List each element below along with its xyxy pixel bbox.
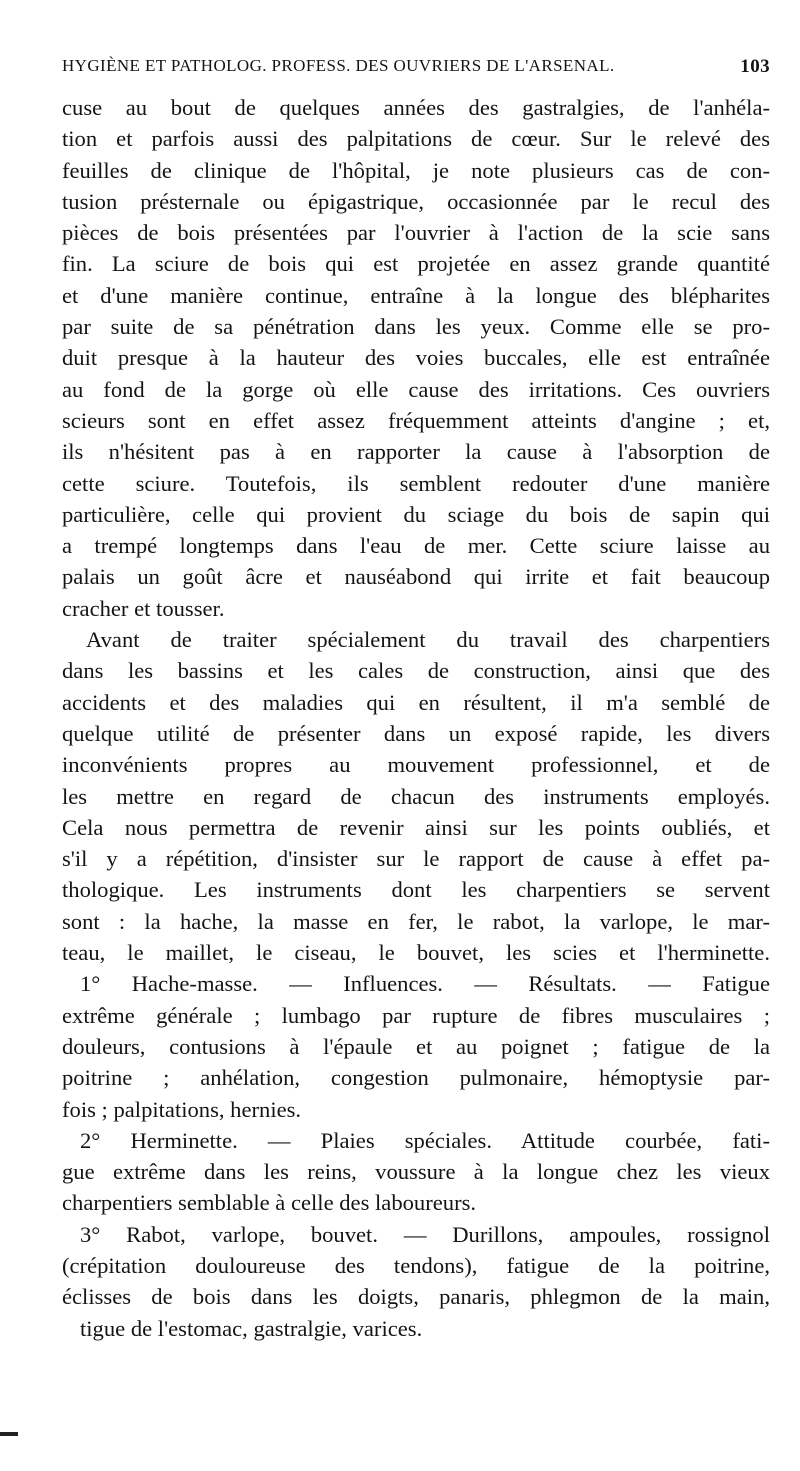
text-line: accidents et des maladies qui en résultent, il m'a semblé de: [62, 689, 770, 715]
text-line: par suite de sa pénétration dans les yeux. Comme elle se pro-: [62, 314, 770, 340]
text-line: tion et parfois aussi des palpitations de cœur. Sur le relevé des: [62, 126, 770, 152]
text-line: scieurs sont en effet assez fréquemment atteints d'angine ; et,: [62, 407, 770, 433]
text-line: 2° Herminette. — Plaies spéciales. Attitude courbée, fati-: [80, 1127, 770, 1153]
text-line: éclisses de bois dans les doigts, panaris, phlegmon de la main,: [62, 1284, 770, 1310]
text-line: a trempé longtemps dans l'eau de mer. Cette sciure laisse au: [62, 533, 770, 559]
text-line: dans les bassins et les cales de construction, ainsi que des: [62, 658, 770, 684]
text-line: 1° Hache-masse. — Influences. — Résultats. — Fatigue: [80, 971, 770, 997]
text-line: cracher et tousser.: [62, 595, 225, 621]
page-number: 103: [740, 56, 770, 77]
text-line: les mettre en regard de chacun des instruments employés.: [62, 783, 770, 809]
text-line: cuse au bout de quelques années des gastralgies, de l'anhéla-: [62, 95, 770, 120]
running-title: HYGIÈNE ET PATHOLOG. PROFESS. DES OUVRIERS DE L'ARSENAL.: [62, 56, 615, 75]
text-line: fois ; palpitations, hernies.: [62, 1096, 302, 1122]
text-line: et d'une manière continue, entraîne à la longue des blépharites: [62, 282, 770, 308]
text-line: extrême générale ; lumbago par rupture de fibres musculaires ;: [62, 1002, 770, 1028]
text-line: au fond de la gorge où elle cause des irritations. Ces ouvriers: [62, 376, 770, 402]
text-line: douleurs, contusions à l'épaule et au poignet ; fatigue de la: [62, 1033, 770, 1059]
text-line: tigue de l'estomac, gastralgie, varices.: [80, 1315, 423, 1341]
text-line: Cela nous permettra de revenir ainsi sur les points oubliés, et: [62, 814, 770, 840]
text-line: 3° Rabot, varlope, bouvet. — Durillons, ampoules, rossignol: [80, 1221, 770, 1247]
text-line: palais un goût âcre et nauséabond qui irrite et fait beaucoup: [62, 564, 770, 590]
text-line: ils n'hésitent pas à en rapporter la cause à l'absorption de: [62, 439, 770, 465]
margin-mark: [0, 1432, 18, 1436]
text-line: Avant de traiter spécialement du travail des charpentiers: [86, 627, 770, 653]
text-line: poitrine ; anhélation, congestion pulmonaire, hémoptysie par-: [62, 1065, 770, 1091]
text-line: thologique. Les instruments dont les charpentiers se servent: [62, 877, 770, 903]
text-line: inconvénients propres au mouvement professionnel, et de: [62, 752, 770, 778]
text-line: tusion présternale ou épigastrique, occasionnée par le recul des: [62, 188, 770, 214]
text-line: particulière, celle qui provient du sciage du bois de sapin qui: [62, 501, 770, 527]
text-line: feuilles de clinique de l'hôpital, je note plusieurs cas de con-: [62, 157, 770, 183]
text-line: gue extrême dans les reins, voussure à la longue chez les vieux: [62, 1159, 770, 1185]
text-line: pièces de bois présentées par l'ouvrier à l'action de la scie sans: [62, 220, 770, 246]
text-line: duit presque à la hauteur des voies buccales, elle est entraînée: [62, 345, 770, 371]
running-header: [62, 56, 770, 86]
text-line: teau, le maillet, le ciseau, le bouvet, les scies et l'herminette.: [62, 940, 770, 966]
text-line: quelque utilité de présenter dans un exposé rapide, les divers: [62, 720, 770, 746]
text-line: (crépitation douloureuse des tendons), fatigue de la poitrine,: [62, 1252, 770, 1278]
text-line: s'il y a répétition, d'insister sur le rapport de cause à effet pa-: [62, 846, 770, 872]
text-line: cette sciure. Toutefois, ils semblent redouter d'une manière: [62, 470, 770, 496]
text-line: charpentiers semblable à celle des laboureurs.: [62, 1190, 477, 1216]
text-line: fin. La sciure de bois qui est projetée en assez grande quantité: [62, 251, 770, 277]
text-line: sont : la hache, la masse en fer, le rabot, la varlope, le mar-: [62, 908, 770, 934]
body-text: [62, 92, 770, 1344]
